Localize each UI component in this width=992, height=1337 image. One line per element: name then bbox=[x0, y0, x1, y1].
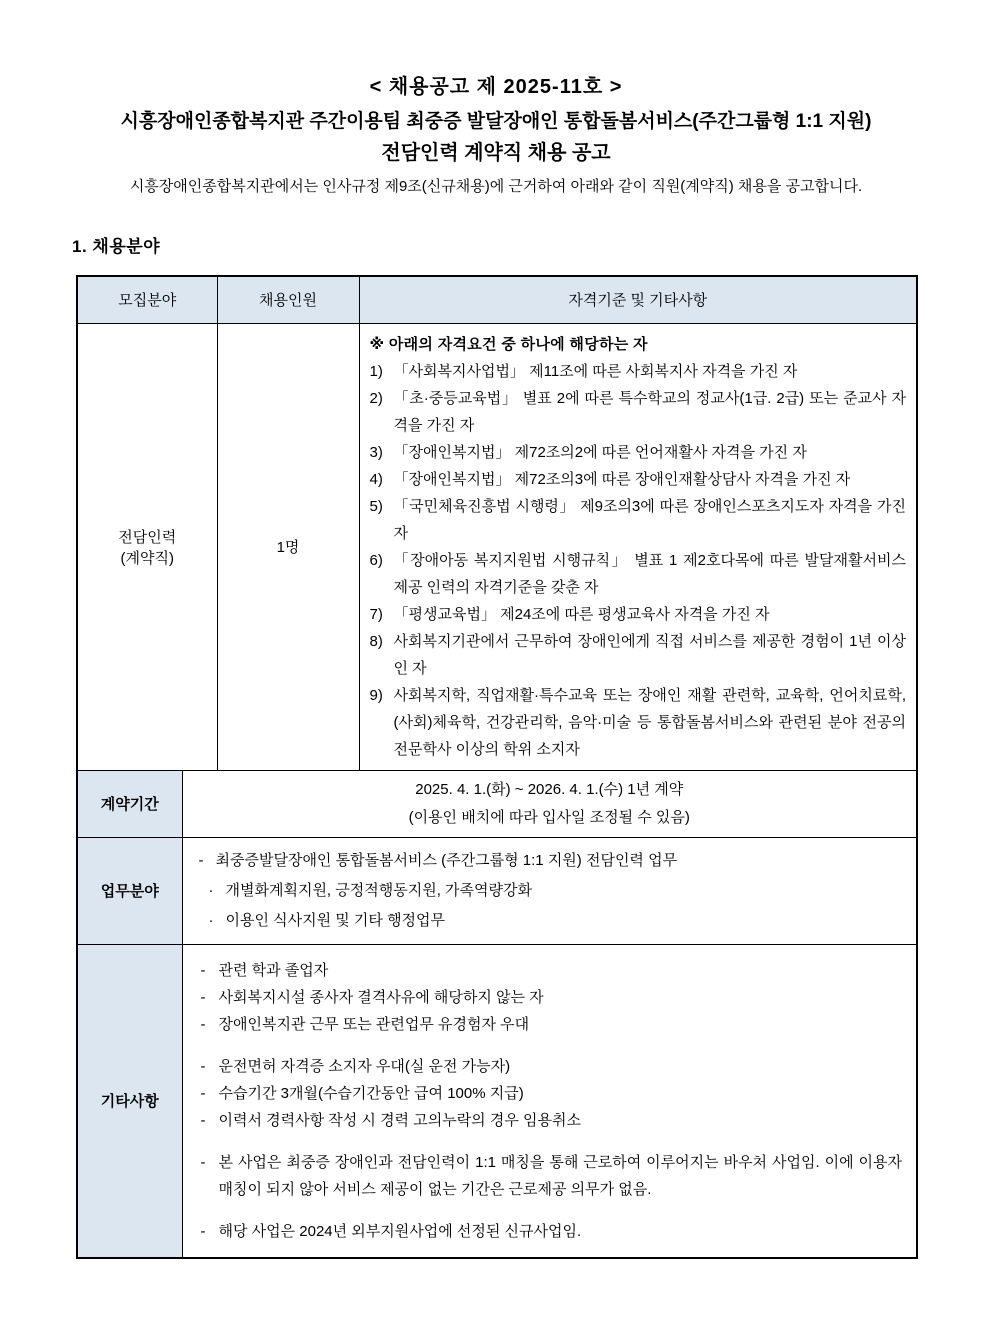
item-text: 「장애아동 복지지원법 시행규칙」 별표 1 제2호다목에 따른 발달재활서비스 제공 인력의 자격기준을 갖춘 자 bbox=[393, 551, 906, 596]
item-text: 이용인 식사지원 및 기타 행정업무 bbox=[225, 911, 446, 929]
section-heading-recruit-field: 1. 채용분야 bbox=[72, 237, 161, 256]
bullet: - bbox=[200, 1153, 206, 1171]
item-number: 7) bbox=[369, 605, 383, 623]
recruitment-table bbox=[76, 275, 918, 1259]
column-header-qualifications: 자격기준 및 기타사항 bbox=[359, 276, 917, 323]
item-text: 장애인복지관 근무 또는 관련업무 유경험자 우대 bbox=[218, 1015, 530, 1033]
item-number: 6) bbox=[369, 551, 383, 569]
item-text: 개별화계획지원, 긍정적행동지원, 가족역량강화 bbox=[225, 881, 532, 899]
etc-item bbox=[201, 1107, 903, 1134]
bullet: - bbox=[200, 988, 206, 1006]
item-number: 2) bbox=[369, 389, 383, 407]
etc-item bbox=[201, 1218, 903, 1245]
etc-item bbox=[201, 1011, 903, 1038]
table-row-duties bbox=[77, 837, 917, 944]
etc-item bbox=[201, 1149, 903, 1203]
item-text: 최중증발달장애인 통합돌봄서비스 (주간그룹형 1:1 지원) 전담인력 업무 bbox=[215, 851, 678, 869]
bullet: · bbox=[208, 911, 214, 929]
position-cell bbox=[77, 323, 217, 770]
page-title-line1: 시흥장애인종합복지관 주간이용팀 최중증 발달장애인 통합돌봄서비스(주간그룹형 1:1 지원) bbox=[120, 111, 872, 132]
qualification-item bbox=[370, 439, 907, 466]
duty-item bbox=[199, 876, 903, 906]
bullet: - bbox=[200, 961, 206, 979]
headcount-cell: 1명 bbox=[217, 323, 359, 770]
item-text: 「평생교육법」 제24조에 따른 평생교육사 자격을 가진 자 bbox=[393, 605, 770, 623]
bullet: - bbox=[200, 1084, 206, 1102]
bullet: - bbox=[200, 1057, 206, 1075]
item-text: 「국민체육진흥법 시행령」 제9조의3에 따른 장애인스포츠지도자 자격을 가진 자 bbox=[393, 497, 906, 542]
item-text: 「사회복지사업법」 제11조에 따른 사회복지사 자격을 가진 자 bbox=[393, 362, 798, 380]
item-text: 「장애인복지법」 제72조의3에 따른 장애인재활상담사 자격을 가진 자 bbox=[393, 470, 851, 488]
item-text: 수습기간 3개월(수습기간동안 급여 100% 지급) bbox=[218, 1084, 524, 1102]
etc-label: 기타사항 bbox=[77, 944, 182, 1258]
duty-item bbox=[199, 846, 903, 876]
table-header-row bbox=[77, 276, 917, 323]
etc-item bbox=[201, 984, 903, 1011]
etc-cell bbox=[182, 944, 917, 1258]
duty-item bbox=[199, 906, 903, 936]
qualification-item bbox=[370, 358, 907, 385]
document-page bbox=[0, 72, 992, 1337]
item-number: 5) bbox=[369, 497, 383, 515]
item-text: 사회복지시설 종사자 결격사유에 해당하지 않는 자 bbox=[218, 988, 544, 1006]
qualification-item bbox=[370, 682, 907, 763]
bullet: - bbox=[198, 851, 204, 869]
contract-period-label: 계약기간 bbox=[77, 770, 182, 837]
notice-number: < 채용공고 제 2025-11호 > bbox=[369, 76, 623, 98]
table-row-main bbox=[77, 323, 917, 770]
qualification-item bbox=[370, 547, 907, 601]
qualification-item bbox=[370, 466, 907, 493]
contract-period-cell bbox=[182, 770, 917, 837]
item-text: 해당 사업은 2024년 외부지원사업에 선정된 신규사업임. bbox=[218, 1222, 582, 1240]
item-number: 3) bbox=[369, 443, 383, 461]
item-text: 이력서 경력사항 작성 시 경력 고의누락의 경우 임용취소 bbox=[218, 1111, 581, 1129]
contract-period-note: (이용인 배치에 따라 입사일 조정될 수 있음) bbox=[408, 808, 690, 826]
table-row-etc bbox=[77, 944, 917, 1258]
duties-label: 업무분야 bbox=[77, 837, 182, 944]
contract-period-dates: 2025. 4. 1.(화) ~ 2026. 4. 1.(수) 1년 계약 bbox=[415, 780, 684, 798]
bullet: - bbox=[200, 1222, 206, 1240]
qualifications-cell bbox=[359, 323, 917, 770]
item-text: 「초·중등교육법」 별표 2에 따른 특수학교의 정교사(1급. 2급) 또는 준교사 자격을 가진 자 bbox=[393, 389, 906, 434]
position-type: (계약직) bbox=[120, 549, 174, 567]
column-header-position: 모집분야 bbox=[77, 276, 217, 323]
qualification-item bbox=[370, 493, 907, 547]
item-number: 4) bbox=[369, 470, 383, 488]
table-row-contract-period bbox=[77, 770, 917, 837]
column-header-headcount: 채용인원 bbox=[217, 276, 359, 323]
position-name: 전담인력 bbox=[118, 528, 177, 546]
item-number: 9) bbox=[369, 686, 383, 704]
item-number: 8) bbox=[369, 632, 383, 650]
qualification-item bbox=[370, 601, 907, 628]
item-number: 1) bbox=[369, 362, 383, 380]
item-text: 「장애인복지법」 제72조의2에 따른 언어재활사 자격을 가진 자 bbox=[393, 443, 807, 461]
page-title-line2: 전담인력 계약직 채용 공고 bbox=[381, 142, 611, 164]
bullet: · bbox=[208, 881, 214, 899]
etc-item bbox=[201, 1053, 903, 1080]
qualification-item bbox=[370, 385, 907, 439]
qualification-item bbox=[370, 628, 907, 682]
item-text: 운전면허 자격증 소지자 우대(실 운전 가능자) bbox=[218, 1057, 511, 1075]
qualifications-title: ※ 아래의 자격요건 중 하나에 해당하는 자 bbox=[369, 335, 648, 353]
etc-item bbox=[201, 1080, 903, 1107]
item-text: 사회복지학, 직업재활·특수교육 또는 장애인 재활 관련학, 교육학, 언어치료학, (사회)체육학, 건강관리학, 음악·미술 등 통합돌봄서비스와 관련된 분야 전공의 전문학사 이상의 학위 소지자 bbox=[393, 686, 906, 758]
item-text: 본 사업은 최중증 장애인과 전담인력이 1:1 매칭을 통해 근로하여 이루어지는 바우처 사업임. 이에 이용자 매칭이 되지 않아 서비스 제공이 없는 기간은 근로제공 의무가 없음. bbox=[218, 1153, 902, 1198]
etc-item bbox=[201, 957, 903, 984]
item-text: 관련 학과 졸업자 bbox=[218, 961, 329, 979]
duties-cell bbox=[182, 837, 917, 944]
item-text: 사회복지기관에서 근무하여 장애인에게 직접 서비스를 제공한 경험이 1년 이상인 자 bbox=[393, 632, 906, 677]
bullet: - bbox=[200, 1015, 206, 1033]
bullet: - bbox=[200, 1111, 206, 1129]
intro-paragraph: 시흥장애인종합복지관에서는 인사규정 제9조(신규채용)에 근거하여 아래와 같이 직원(계약직) 채용을 공고합니다. bbox=[129, 178, 863, 195]
